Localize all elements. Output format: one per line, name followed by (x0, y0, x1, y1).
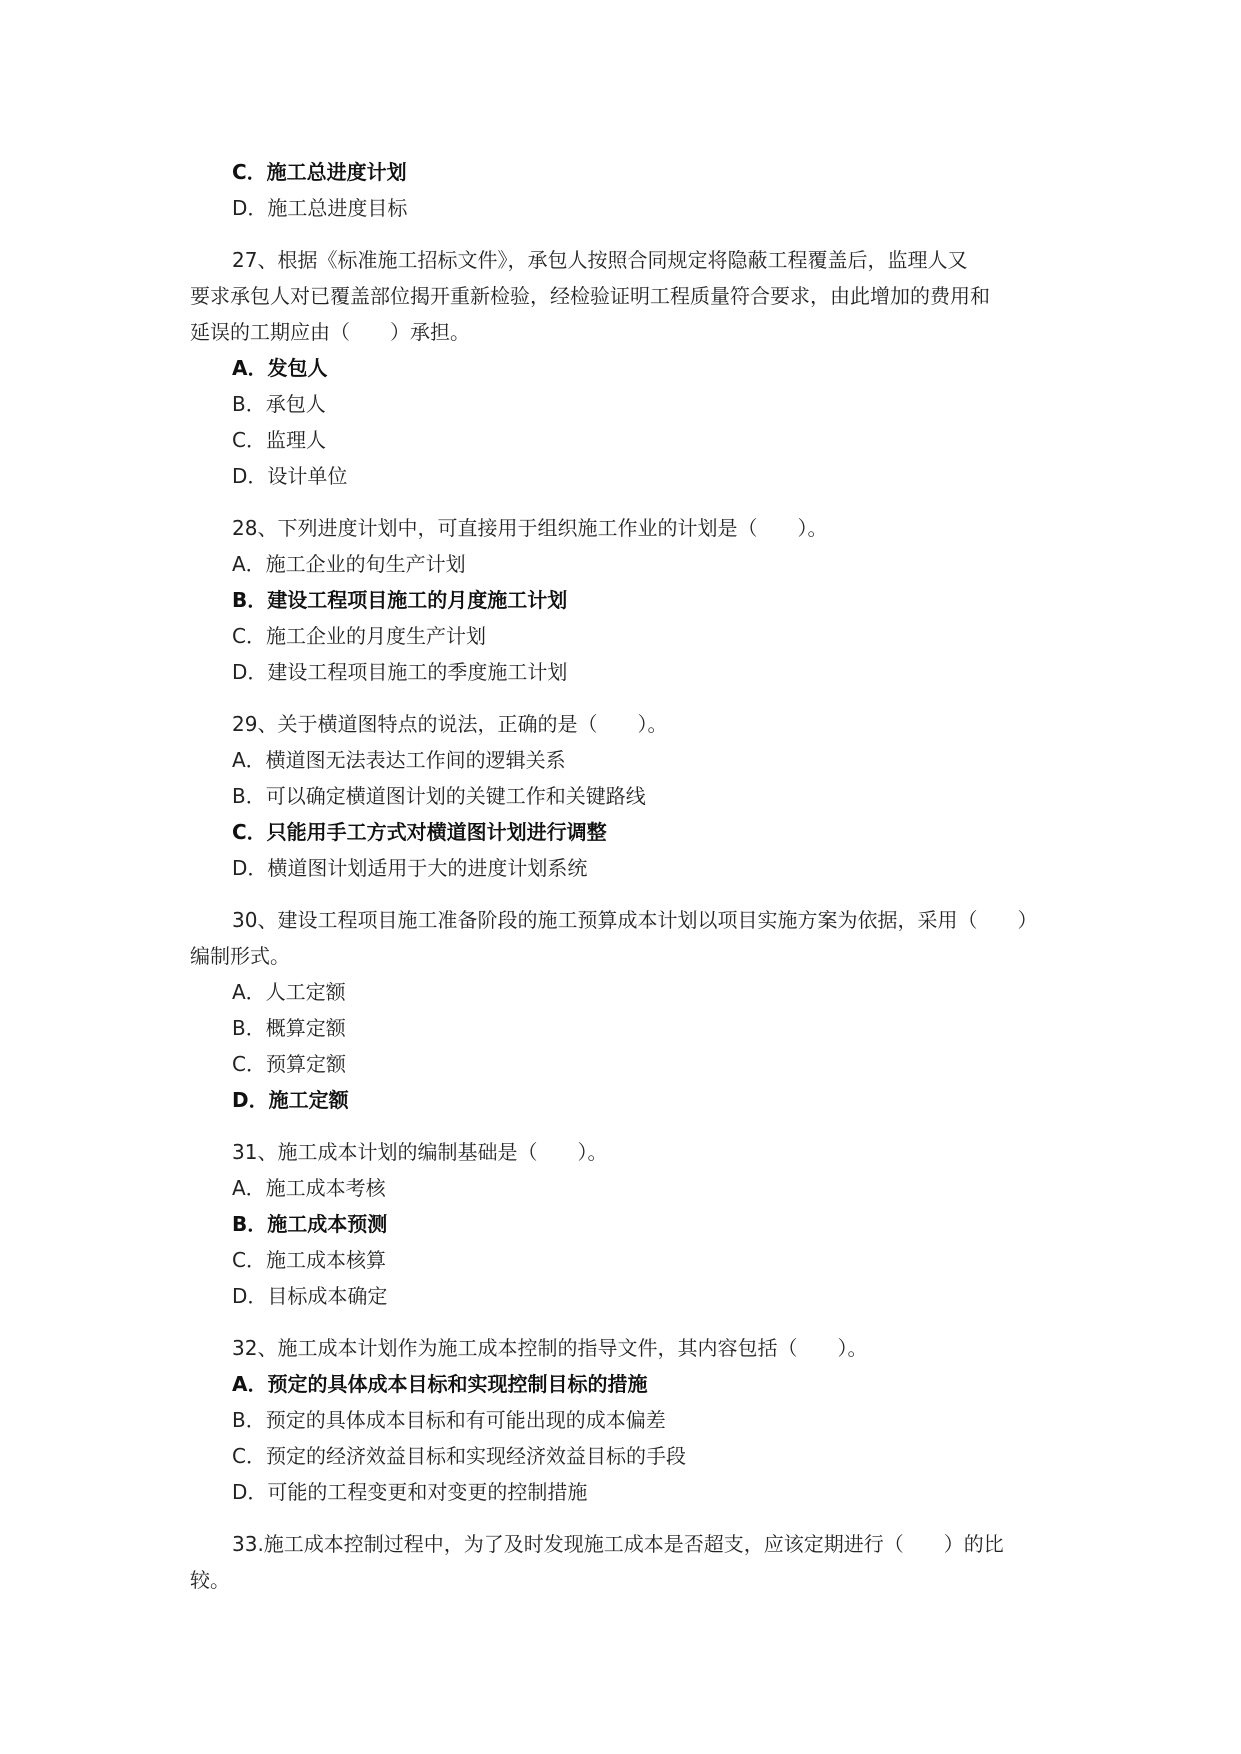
option-a: A．发包人 (232, 356, 328, 380)
option-a: A．施工成本考核 (232, 1176, 386, 1200)
question-27 (190, 242, 1060, 494)
question-31 (190, 1134, 1060, 1314)
question-32 (190, 1330, 1060, 1510)
question-text: 延误的工期应由（ ）承担。 (190, 320, 470, 344)
question-text: 31、施工成本计划的编制基础是（ ）。 (232, 1140, 608, 1164)
option-c: C．监理人 (232, 428, 326, 452)
question-text: 29、关于横道图特点的说法，正确的是（ ）。 (232, 712, 668, 736)
option-b: B．建设工程项目施工的月度施工计划 (232, 588, 568, 612)
option-a: A．预定的具体成本目标和实现控制目标的措施 (232, 1372, 648, 1396)
option-c: C．施工企业的月度生产计划 (232, 624, 486, 648)
option-d: D．施工定额 (232, 1088, 349, 1112)
option-c: C．预算定额 (232, 1052, 346, 1076)
option-d: D．目标成本确定 (232, 1284, 388, 1308)
carryover-options (190, 154, 1060, 226)
question-text: 30、建设工程项目施工准备阶段的施工预算成本计划以项目实施方案为依据，采用（ ） (232, 908, 1038, 932)
option-c: C．施工总进度计划 (232, 160, 407, 184)
question-text: 编制形式。 (190, 944, 290, 968)
question-29 (190, 706, 1060, 886)
question-text: 32、施工成本计划作为施工成本控制的指导文件，其内容包括（ ）。 (232, 1336, 868, 1360)
option-d: D．可能的工程变更和对变更的控制措施 (232, 1480, 588, 1504)
option-c: C．施工成本核算 (232, 1248, 386, 1272)
option-b: B．施工成本预测 (232, 1212, 388, 1236)
question-text: 要求承包人对已覆盖部位揭开重新检验，经检验证明工程质量符合要求，由此增加的费用和 (190, 284, 990, 308)
option-c: C．预定的经济效益目标和实现经济效益目标的手段 (232, 1444, 686, 1468)
option-b: B．可以确定横道图计划的关键工作和关键路线 (232, 784, 646, 808)
option-b: B．承包人 (232, 392, 326, 416)
option-b: B．预定的具体成本目标和有可能出现的成本偏差 (232, 1408, 666, 1432)
question-text: 28、下列进度计划中，可直接用于组织施工作业的计划是（ ）。 (232, 516, 828, 540)
question-28 (190, 510, 1060, 690)
question-text: 较。 (190, 1568, 230, 1592)
option-d: D．设计单位 (232, 464, 348, 488)
option-b: B．概算定额 (232, 1016, 346, 1040)
option-d: D．施工总进度目标 (232, 196, 408, 220)
document-body (190, 154, 1060, 1598)
option-a: A．施工企业的旬生产计划 (232, 552, 466, 576)
question-33 (190, 1526, 1060, 1598)
question-text: 27、根据《标准施工招标文件》，承包人按照合同规定将隐蔽工程覆盖后，监理人又 (232, 248, 968, 272)
option-a: A．横道图无法表达工作间的逻辑关系 (232, 748, 566, 772)
question-text: 33.施工成本控制过程中，为了及时发现施工成本是否超支，应该定期进行（ ）的比 (232, 1532, 1004, 1556)
option-d: D．横道图计划适用于大的进度计划系统 (232, 856, 588, 880)
question-30 (190, 902, 1060, 1118)
option-a: A．人工定额 (232, 980, 346, 1004)
option-d: D．建设工程项目施工的季度施工计划 (232, 660, 568, 684)
option-c: C．只能用手工方式对横道图计划进行调整 (232, 820, 607, 844)
